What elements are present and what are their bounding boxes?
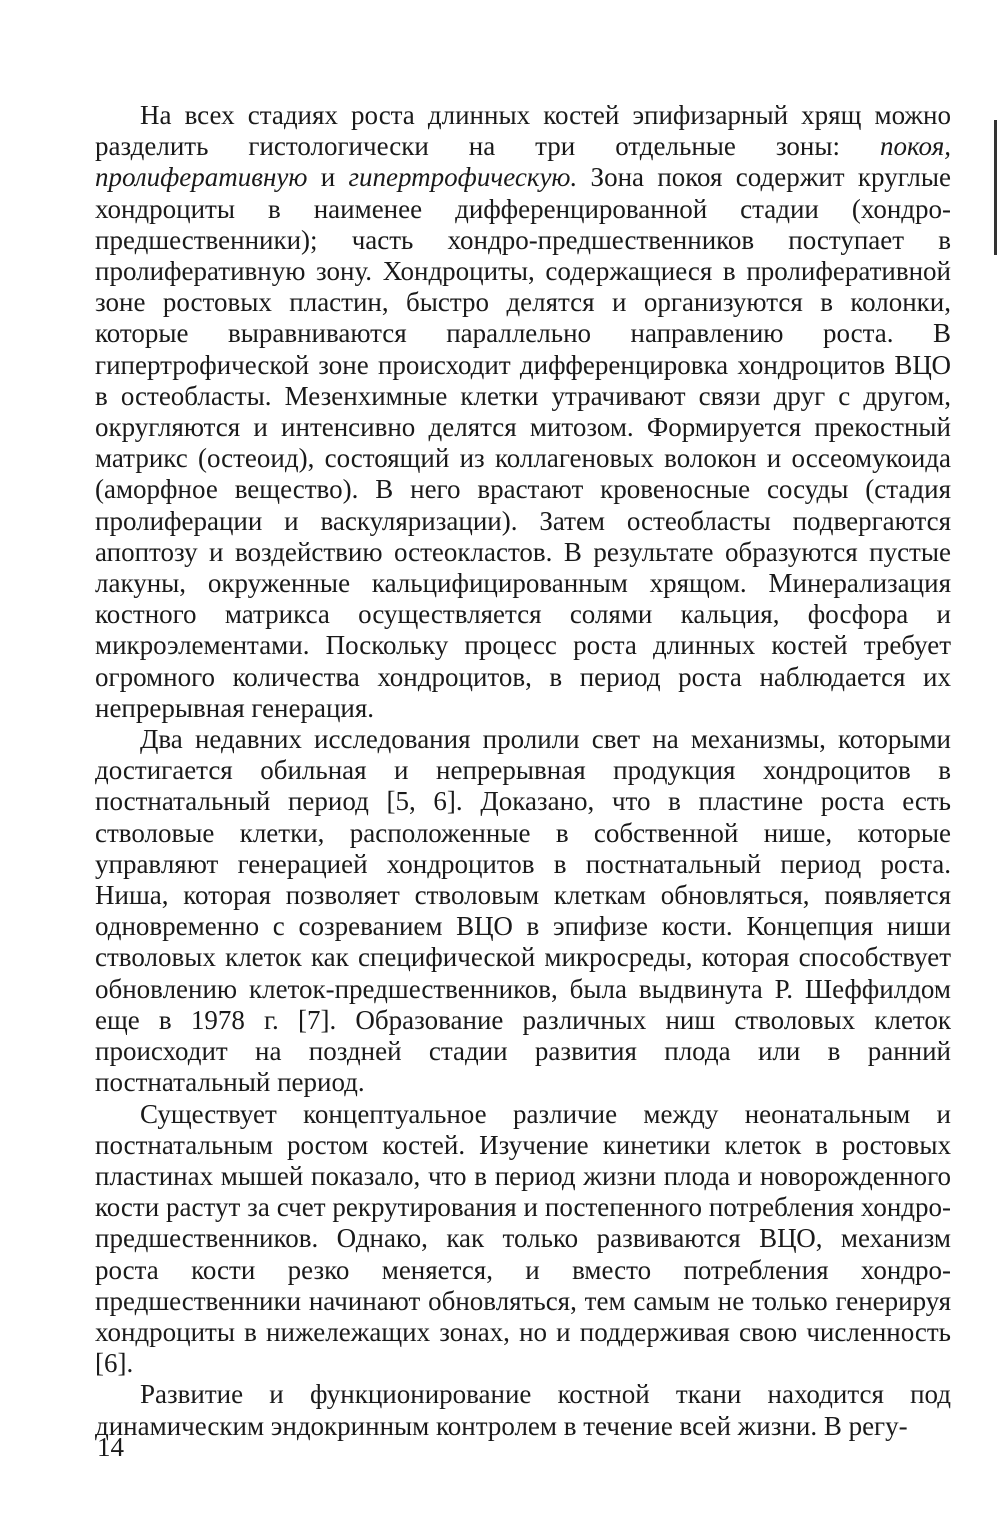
paragraph-stem-cell-niche: [95, 724, 951, 1098]
page-edge-mark: [994, 120, 997, 255]
paragraph-text: Развитие и функционирование костной ткани находится под динамическим эндокринным контролем в течение всей жизни. В регу-: [95, 1379, 951, 1441]
page-number: 14: [97, 1432, 124, 1462]
paragraph-text: На всех стадиях роста длинных костей эпифизарный хрящ можно разделить гистологически на три отдельные зоны:: [95, 100, 951, 162]
paragraph-text: Зона покоя содержит круглые хондроциты в наименее дифференцированной стадии (хондро-предшественники); часть хондро-предшественников поступает в пролиферативную зону. Хондроциты, содержащиеся в пролиферативной зоне ростовых пластин, быстро делятся и организуются в колонки, которые выравниваются параллельно направлению роста. В гипертрофической зоне происходит дифференцировка хондроцитов ВЦО в остеобласты. Мезенхимные клетки утрачивают связи друг с другом, округляются и интенсивно делятся митозом. Формируется прекостный матрикс (остеоид), состоящий из коллагеновых волокон и оссеомукоида (аморфное вещество). В него врастают кровеносные сосуды (стадия пролиферации и васкуляризации). Затем остеобласты подвергаются апоптозу и воздействию остеокластов. В результате образуются пустые лакуны, окруженные кальцифицированным хрящом. Минерализация костного матрикса осуществляется солями кальция, фосфора и микроэлементами. Поскольку процесс роста длинных костей требует огромного количества хондроцитов, в период роста наблюдается их непрерывная генерация.: [95, 162, 951, 723]
body-text: [95, 100, 951, 1442]
paragraph-text: Существует концептуальное различие между неонатальным и постнатальным ростом костей. Изучение кинетики клеток в ростовых пластинах мышей показало, что в период жизни плода и новорожденного кости растут за счет рекрутирования и постепенного потребления хондро-предшественников. Однако, как только развиваются ВЦО, механизм роста кости резко меняется, и вместо потребления хондро-предшественники начинают обновляться, тем самым не только генерируя хондроциты в нижележащих зонах, но и поддерживая свою численность [6].: [95, 1098, 951, 1379]
paragraph-text: Два недавних исследования пролили свет на механизмы, которыми достигается обильная и непрерывная продукция хондроцитов в постнатальный период [5, 6]. Доказано, что в пластине роста есть стволовые клетки, расположенные в собственной нише, которые управляют генерацией хондроцитов в постнатальный период роста. Ниша, которая позволяет стволовым клеткам обновляться, появляется одновременно с созреванием ВЦО в эпифизе кости. Концепция ниши стволовых клеток как специфической микросреды, которая способствует обновлению клеток-предшественников, была выдвинута Р. Шеффилдом еще в 1978 г. [7]. Образование различных ниш стволовых клеток происходит на поздней стадии развития плода или в ранний постнатальный период.: [95, 724, 951, 1098]
italic-term: покоя, пролиферативную: [95, 131, 951, 193]
paragraph-growth-zones: [95, 100, 951, 724]
paragraph-text: и: [307, 162, 349, 193]
italic-term: гипертрофическую.: [348, 162, 578, 193]
paragraph-endocrine-control: [95, 1379, 951, 1441]
paragraph-neonatal-growth: [95, 1099, 951, 1380]
